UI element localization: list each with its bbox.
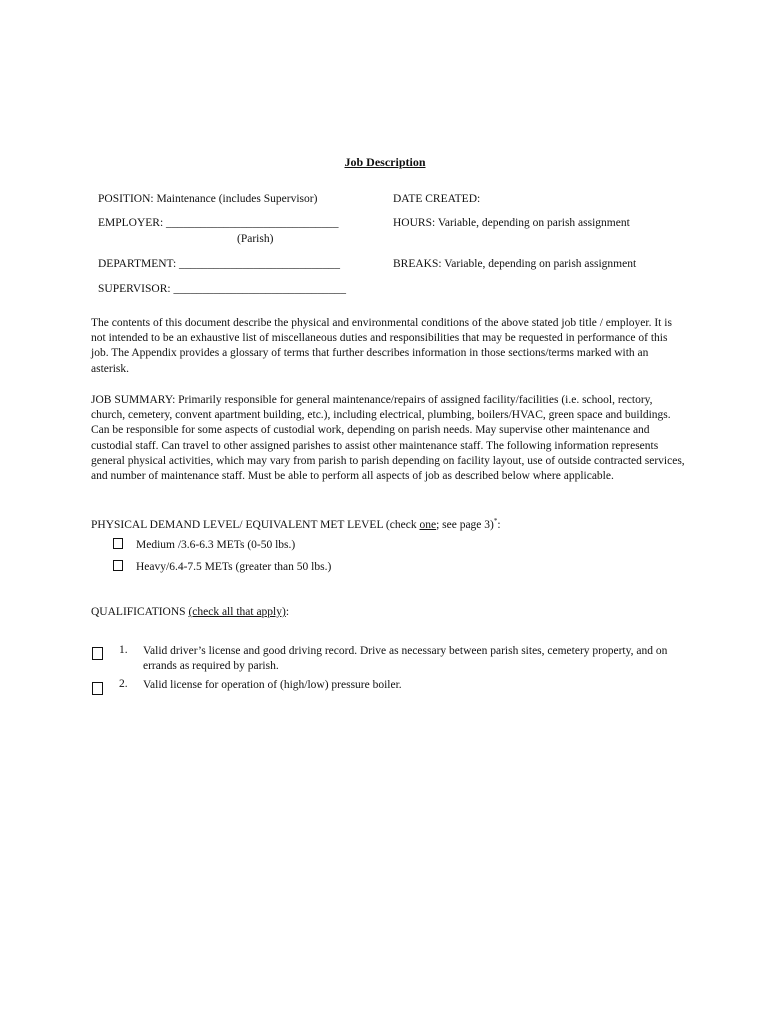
- hours-field: HOURS: Variable, depending on parish assignment: [393, 217, 630, 229]
- physical-demand-underlined: one: [419, 518, 437, 531]
- heavy-met-label: Heavy/6.4-7.5 METs (greater than 50 lbs.): [136, 561, 332, 573]
- qualifications-suffix: :: [285, 606, 290, 618]
- supervisor-field: SUPERVISOR: ______________________________: [98, 283, 346, 295]
- physical-demand-prefix: PHYSICAL DEMAND LEVEL/ EQUIVALENT MET LEVEL (check: [91, 518, 420, 531]
- qualification-1-text: Valid driver’s license and good driving record. Drive as necessary between parish sites, cemetery property, and on errands as required by parish.: [143, 645, 668, 673]
- position-field: POSITION: Maintenance (includes Supervisor): [98, 193, 318, 205]
- qualification-2-number: 2.: [119, 678, 128, 690]
- asterisk-marker: *: [493, 517, 498, 525]
- qualification-2-text: Valid license for operation of (high/low) pressure boiler.: [143, 679, 402, 691]
- breaks-field: BREAKS: Variable, depending on parish assignment: [393, 258, 637, 270]
- document-title: Job Description: [344, 155, 426, 169]
- qualifications-heading: [91, 606, 289, 618]
- employer-field: EMPLOYER: ______________________________: [98, 217, 339, 229]
- physical-demand-suffix: ; see page 3): [436, 518, 494, 531]
- qualification-1-checkbox[interactable]: [92, 647, 103, 660]
- heavy-met-checkbox[interactable]: [113, 560, 123, 571]
- medium-met-checkbox[interactable]: [113, 538, 123, 549]
- job-summary-paragraph: JOB SUMMARY: Primarily responsible for general maintenance/repairs of assigned facility/facilities (i.e. school, rectory, church, cemetery, convent apartment building, etc.), including electrical, plumbing, boilers/HVAC, green space and buildings. Can be responsible for some aspects of custodial work, depending on parish needs. May supervise other maintenance and custodial staff. Can travel to other assigned parishes to assist other maintenance staff. The following information represents general physical activities, which may vary from parish to parish depending on facility layout, use of outside contracted services, and number of maintenance staff. Must be able to perform all aspects of job as described below where applicable.: [91, 394, 685, 483]
- medium-met-label: Medium /3.6-6.3 METs (0-50 lbs.): [136, 539, 296, 551]
- qualifications-underlined: (check all that apply): [188, 606, 286, 618]
- physical-demand-end: :: [497, 518, 501, 531]
- intro-paragraph: The contents of this document describe the physical and environmental conditions of the above stated job title / employer. It is not intended to be an exhaustive list of miscellaneous duties and responsibilities that may be requested in performance of this job. The Appendix provides a glossary of terms that further describes information in those sections/terms marked with an asterisk.: [91, 317, 672, 375]
- date-created-field: DATE CREATED:: [393, 193, 481, 205]
- qualifications-prefix: QUALIFICATIONS: [91, 606, 189, 618]
- qualification-2-checkbox[interactable]: [92, 682, 103, 695]
- qualification-1-number: 1.: [119, 644, 128, 656]
- physical-demand-heading: [91, 517, 501, 531]
- department-field: DEPARTMENT: ____________________________: [98, 258, 341, 270]
- employer-parish-note: (Parish): [237, 233, 274, 245]
